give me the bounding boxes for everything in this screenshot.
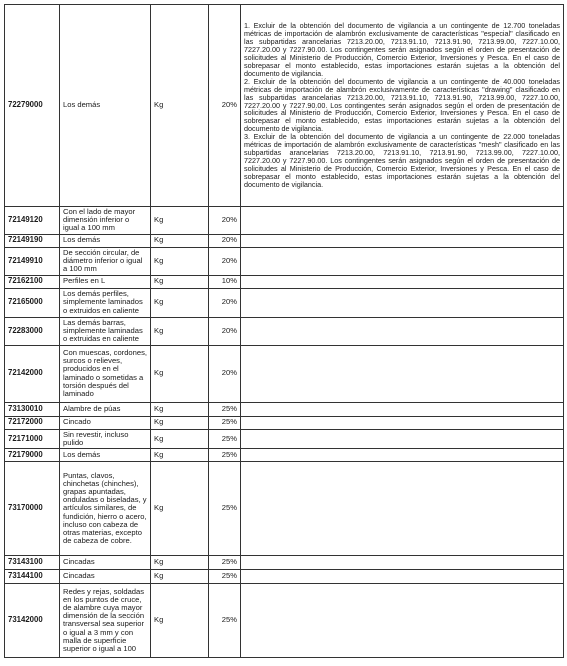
tariff-code: 72283000 — [5, 317, 60, 345]
table-row — [5, 317, 564, 345]
table-row — [5, 247, 564, 275]
observations — [241, 275, 564, 288]
tariff-rate: 20% — [209, 288, 241, 317]
observations — [241, 234, 564, 247]
unit: Kg — [151, 461, 209, 555]
tariff-code: 72179000 — [5, 448, 60, 461]
tariff-rate: 25% — [209, 448, 241, 461]
tariff-rate: 25% — [209, 416, 241, 429]
product-description: De sección circular, de diámetro inferior o igual a 100 mm — [60, 247, 151, 275]
unit: Kg — [151, 569, 209, 583]
unit: Kg — [151, 207, 209, 235]
tariff-rate: 25% — [209, 461, 241, 555]
tariff-rate: 20% — [209, 5, 241, 207]
table-row — [5, 461, 564, 555]
tariff-rate: 20% — [209, 234, 241, 247]
product-description: Redes y rejas, soldadas en los puntos de cruce, de alambre cuya mayor dimensión de la sección transversal sea superior o igual a 3 mm y con malla de superficie superior o igual a 100 — [60, 583, 151, 657]
product-description: Puntas, clavos, chinchetas (chinches), grapas apuntadas, onduladas o biseladas, y artículos similares, de fundición, hierro o acero, incluso con cabeza de otras materias, excepto de cabeza de cobre. — [60, 461, 151, 555]
table-row — [5, 448, 564, 461]
product-description: Con muescas, cordones, surcos o relieves, producidos en el laminado o sometidas a torsión después del laminado — [60, 345, 151, 402]
tariff-code: 72279000 — [5, 5, 60, 207]
unit: Kg — [151, 345, 209, 402]
table-row — [5, 345, 564, 402]
table-row — [5, 234, 564, 247]
unit: Kg — [151, 448, 209, 461]
unit: Kg — [151, 429, 209, 448]
tariff-code: 72171000 — [5, 429, 60, 448]
tariff-code: 73143100 — [5, 555, 60, 569]
observations — [241, 5, 564, 207]
tariff-code: 72142000 — [5, 345, 60, 402]
tariff-code: 73142000 — [5, 583, 60, 657]
table-row — [5, 207, 564, 235]
tariff-rate: 25% — [209, 569, 241, 583]
product-description: Alambre de púas — [60, 402, 151, 416]
observations — [241, 317, 564, 345]
unit: Kg — [151, 5, 209, 207]
product-description: Perfiles en L — [60, 275, 151, 288]
product-description: Cincadas — [60, 569, 151, 583]
product-description: Los demás — [60, 5, 151, 207]
observations — [241, 429, 564, 448]
observations — [241, 288, 564, 317]
tariff-code: 73130010 — [5, 402, 60, 416]
tariff-rate: 25% — [209, 583, 241, 657]
table-row — [5, 416, 564, 429]
observations — [241, 416, 564, 429]
unit: Kg — [151, 402, 209, 416]
product-description: Con el lado de mayor dimensión inferior o igual a 100 mm — [60, 207, 151, 235]
product-description: Sin revestir, incluso pulido — [60, 429, 151, 448]
table-row — [5, 5, 564, 207]
unit: Kg — [151, 234, 209, 247]
tariff-code: 72149910 — [5, 247, 60, 275]
tariff-rate: 25% — [209, 429, 241, 448]
tariff-rate: 25% — [209, 555, 241, 569]
table-row — [5, 569, 564, 583]
observations — [241, 345, 564, 402]
observation-paragraph: 3. Excluir de la obtención del documento de vigilancia a un contingente de 22.000 toneladas métricas de importación de alambrón exclusivamente de características "mesh" clasificado en las subpartidas arancelarias 7213.20.00, 7213.91.10, 7213.91.90, 7213.99.00, 7227.10.00, 7227.20.00 y 7227.90.00. Los contingentes serán asignados según el orden de presentación de solicitudes al Ministerio de Producción, Comercio Exterior, Inversiones y Pesca. En el caso de sobrepasar el monto establecido, estas importaciones estarán sujetas a la obtención del documento de vigilancia. — [244, 132, 560, 190]
observations — [241, 555, 564, 569]
product-description: Las demás barras, simplemente laminadas o extruidas en caliente — [60, 317, 151, 345]
tariff-rate: 20% — [209, 207, 241, 235]
table-row — [5, 288, 564, 317]
tariff-code: 72172000 — [5, 416, 60, 429]
unit: Kg — [151, 317, 209, 345]
observations — [241, 569, 564, 583]
tariff-rate: 20% — [209, 345, 241, 402]
product-description: Cincado — [60, 416, 151, 429]
tariff-rate: 10% — [209, 275, 241, 288]
observations — [241, 402, 564, 416]
tariff-rate: 25% — [209, 402, 241, 416]
observations — [241, 583, 564, 657]
unit: Kg — [151, 416, 209, 429]
tariff-rate: 20% — [209, 247, 241, 275]
unit: Kg — [151, 555, 209, 569]
table-row — [5, 555, 564, 569]
observations — [241, 207, 564, 235]
product-description: Los demás — [60, 234, 151, 247]
observations — [241, 461, 564, 555]
tariff-code: 72162100 — [5, 275, 60, 288]
tariff-table — [4, 4, 564, 658]
tariff-rate: 20% — [209, 317, 241, 345]
table-row — [5, 429, 564, 448]
observations — [241, 247, 564, 275]
tariff-code: 73170000 — [5, 461, 60, 555]
product-description: Cincadas — [60, 555, 151, 569]
observations — [241, 448, 564, 461]
tariff-code: 73144100 — [5, 569, 60, 583]
table-row — [5, 275, 564, 288]
product-description: Los demás — [60, 448, 151, 461]
unit: Kg — [151, 288, 209, 317]
observation-paragraph: 2. Excluir de la obtención del documento de vigilancia a un contingente de 40.000 toneladas métricas de importación de alambrón exclusivamente de características "drawing" clasificado en las subpartidas arancelarias 7213.20.00, 7213.91.10, 7213.91.90, 7213.99.00, 7227.10.00, 7227.20.00 y 7227.90.00. Los contingentes serán asignados según el orden de presentación de solicitudes al Ministerio de Producción, Comercio Exterior, Inversiones y Pesca. En el caso de sobrepasar el monto establecido, estas importaciones estarán sujetas a la obtención del documento de vigilancia. — [244, 76, 560, 134]
unit: Kg — [151, 275, 209, 288]
tariff-code: 72165000 — [5, 288, 60, 317]
unit: Kg — [151, 583, 209, 657]
tariff-code: 72149120 — [5, 207, 60, 235]
product-description: Los demás perfiles, simplemente laminados o extruidos en caliente — [60, 288, 151, 317]
unit: Kg — [151, 247, 209, 275]
tariff-code: 72149190 — [5, 234, 60, 247]
observation-paragraph: 1. Excluir de la obtención del documento de vigilancia a un contingente de 12.700 toneladas métricas de importación de alambrón exclusivamente de características "especial" clasificado en las subpartidas arancelarias 7213.20.00, 7213.91.10, 7213.91.90, 7213.99.00, 7227.10.00, 7227.20.00 y 7227.90.00. Los contingentes serán asignados según el orden de presentación de solicitudes al Ministerio de Producción, Comercio Exterior, Inversiones y Pesca. En el caso de sobrepasar el monto establecido, estas importaciones estarán sujetas a la obtención del documento de vigilancia. — [244, 20, 560, 78]
table-row — [5, 402, 564, 416]
table-row — [5, 583, 564, 657]
